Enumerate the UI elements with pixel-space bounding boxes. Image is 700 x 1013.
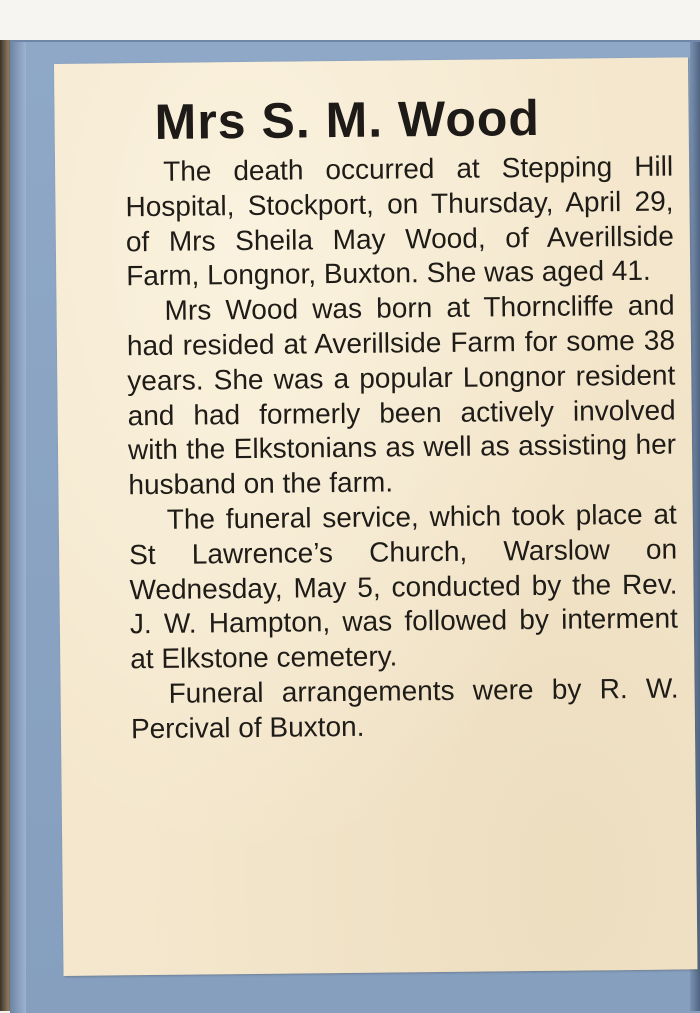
paragraph-funeral-service: The funeral service, which took place at St Lawrence’s Church, Warslow on Wednesday, May 5, conducted by the Rev. J. W. Hampton, was followed by interment at Elkstone cemetery. xyxy=(128,498,679,675)
paragraph-biography: Mrs Wood was born at Thorncliffe and had resided at Averillside Farm for some 38 years. She was a popular Longnor resident and had formerly been actively involved with the Elkstonians as well as assisting her husband on the farm. xyxy=(126,289,677,501)
paragraph-death-notice: The death occurred at Stepping Hill Hospital, Stockport, on Thursday, April 29, of Mrs Sheila May Wood, of Averillside Farm, Longnor, Buxton. She was aged 41. xyxy=(125,150,674,292)
obituary-body xyxy=(125,150,679,747)
paragraph-funeral-arrangements: Funeral arrangements were by R. W. Percival of Buxton. xyxy=(130,672,679,744)
top-margin xyxy=(0,0,700,40)
obituary-headline: Mrs S. M. Wood xyxy=(154,89,541,150)
newspaper-clipping xyxy=(54,57,698,976)
